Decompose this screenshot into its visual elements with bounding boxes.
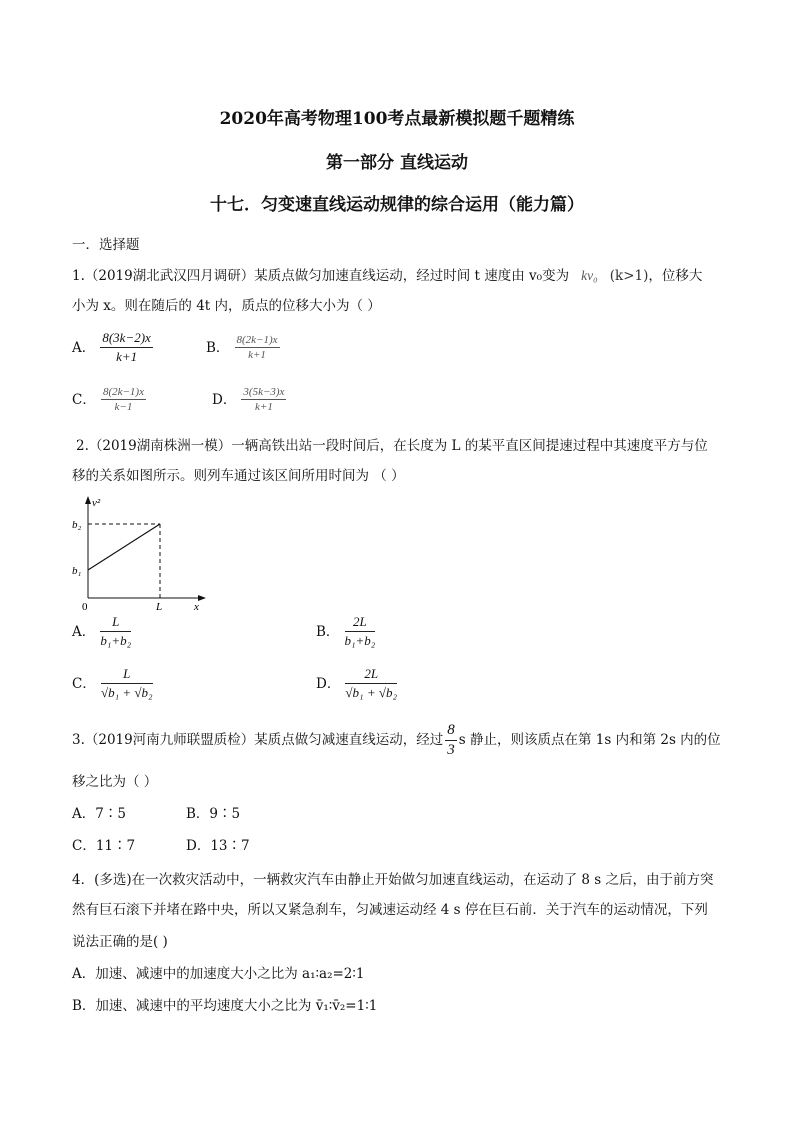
q3-option-c[interactable]: C．11∶7 bbox=[72, 838, 136, 854]
x-axis-label: x bbox=[194, 601, 199, 612]
q2-line1: 2.（2019湖南株洲一模）一辆高铁出站一段时间后，在长度为 L 的某平直区间提速过程中其速度平方与位 bbox=[76, 438, 708, 454]
q1-option-b[interactable]: B． $\frac{8(2k-1)x}{k+1}$ bbox=[206, 334, 278, 361]
q3-line1: 3.（2019河南九师联盟质检）某质点做匀减速直线运动，经过 $\frac{8}{3}$ s 静止，则该质点在第 1s 内和第 2s 内的位 bbox=[72, 722, 721, 758]
q4-line2: 然有巨石滚下并堵在路中央，所以又紧急刹车，匀减速运动经 4 s 停在巨石前．关于汽车的运动情况，下列 bbox=[72, 902, 708, 918]
origin-label: 0 bbox=[82, 601, 88, 612]
b1-label: b₁ bbox=[72, 565, 82, 577]
q1-option-d[interactable]: D． $\frac{3(5k-3)x}{k+1}$ bbox=[212, 386, 285, 413]
q1-option-c[interactable]: C． $\frac{8(2k-1)x}{k-1}$ bbox=[72, 386, 144, 413]
q4-line3: 说法正确的是( ) bbox=[72, 934, 168, 950]
q1-line2: 小为 x。则在随后的 4t 内，质点的位移大小为（ ） bbox=[72, 298, 381, 314]
v-squared-vs-x-graph bbox=[66, 488, 216, 612]
data-line bbox=[88, 524, 160, 570]
y-axis-label: v² bbox=[92, 497, 101, 509]
q2-line2: 移的关系如图所示。则列车通过该区间所用时间为 （ ） bbox=[72, 468, 405, 484]
q3-option-a[interactable]: A．7∶5 bbox=[72, 806, 126, 822]
q3-option-b[interactable]: B．9∶5 bbox=[186, 806, 241, 822]
q4-option-a[interactable]: A．加速、减速中的加速度大小之比为 a₁∶a₂=2∶1 bbox=[72, 966, 365, 982]
q2-option-d[interactable]: D． $\frac{2L}{\text{√b₁ + √b₂}}$ bbox=[316, 666, 398, 700]
section-label: 一．选择题 bbox=[72, 237, 140, 253]
b2-label: b₂ bbox=[72, 519, 82, 531]
q3-option-d[interactable]: D．13∶7 bbox=[186, 838, 250, 854]
page-title: 2020年高考物理100考点最新模拟题千题精练 bbox=[219, 109, 575, 129]
q2-option-a[interactable]: A． $\frac{L}{\text{b₁+b₂}}$ bbox=[72, 614, 132, 648]
q4-line1: 4．(多选)在一次救灾活动中，一辆救灾汽车由静止开始做匀加速直线运动，在运动了 8 s 之后，由于前方突 bbox=[72, 872, 714, 888]
part-title: 第一部分 直线运动 bbox=[326, 153, 468, 173]
y-axis-arrow bbox=[85, 496, 91, 504]
q3-line2: 移之比为（ ） bbox=[72, 774, 158, 790]
x-axis-arrow bbox=[198, 595, 206, 601]
L-label: L bbox=[156, 601, 163, 612]
q2-option-b[interactable]: B． $\frac{2L}{\text{b₁+b₂}}$ bbox=[316, 614, 376, 648]
section-title: 十七．匀变速直线运动规律的综合运用（能力篇） bbox=[210, 195, 584, 215]
q2-option-c[interactable]: C． $\frac{L}{\text{√b₁ + √b₂}}$ bbox=[72, 666, 153, 700]
q1-line1: 1.（2019湖北武汉四月调研）某质点做匀加速直线运动，经过时间 t 速度由 v₀变为 kv₀ (k>1)，位移大 bbox=[72, 268, 703, 284]
q1-option-a[interactable]: A． $\frac{8(3k-2)x}{k+1}$ bbox=[72, 330, 151, 364]
q4-option-b[interactable]: B．加速、减速中的平均速度大小之比为 v̄₁∶v̄₂=1∶1 bbox=[72, 998, 378, 1014]
